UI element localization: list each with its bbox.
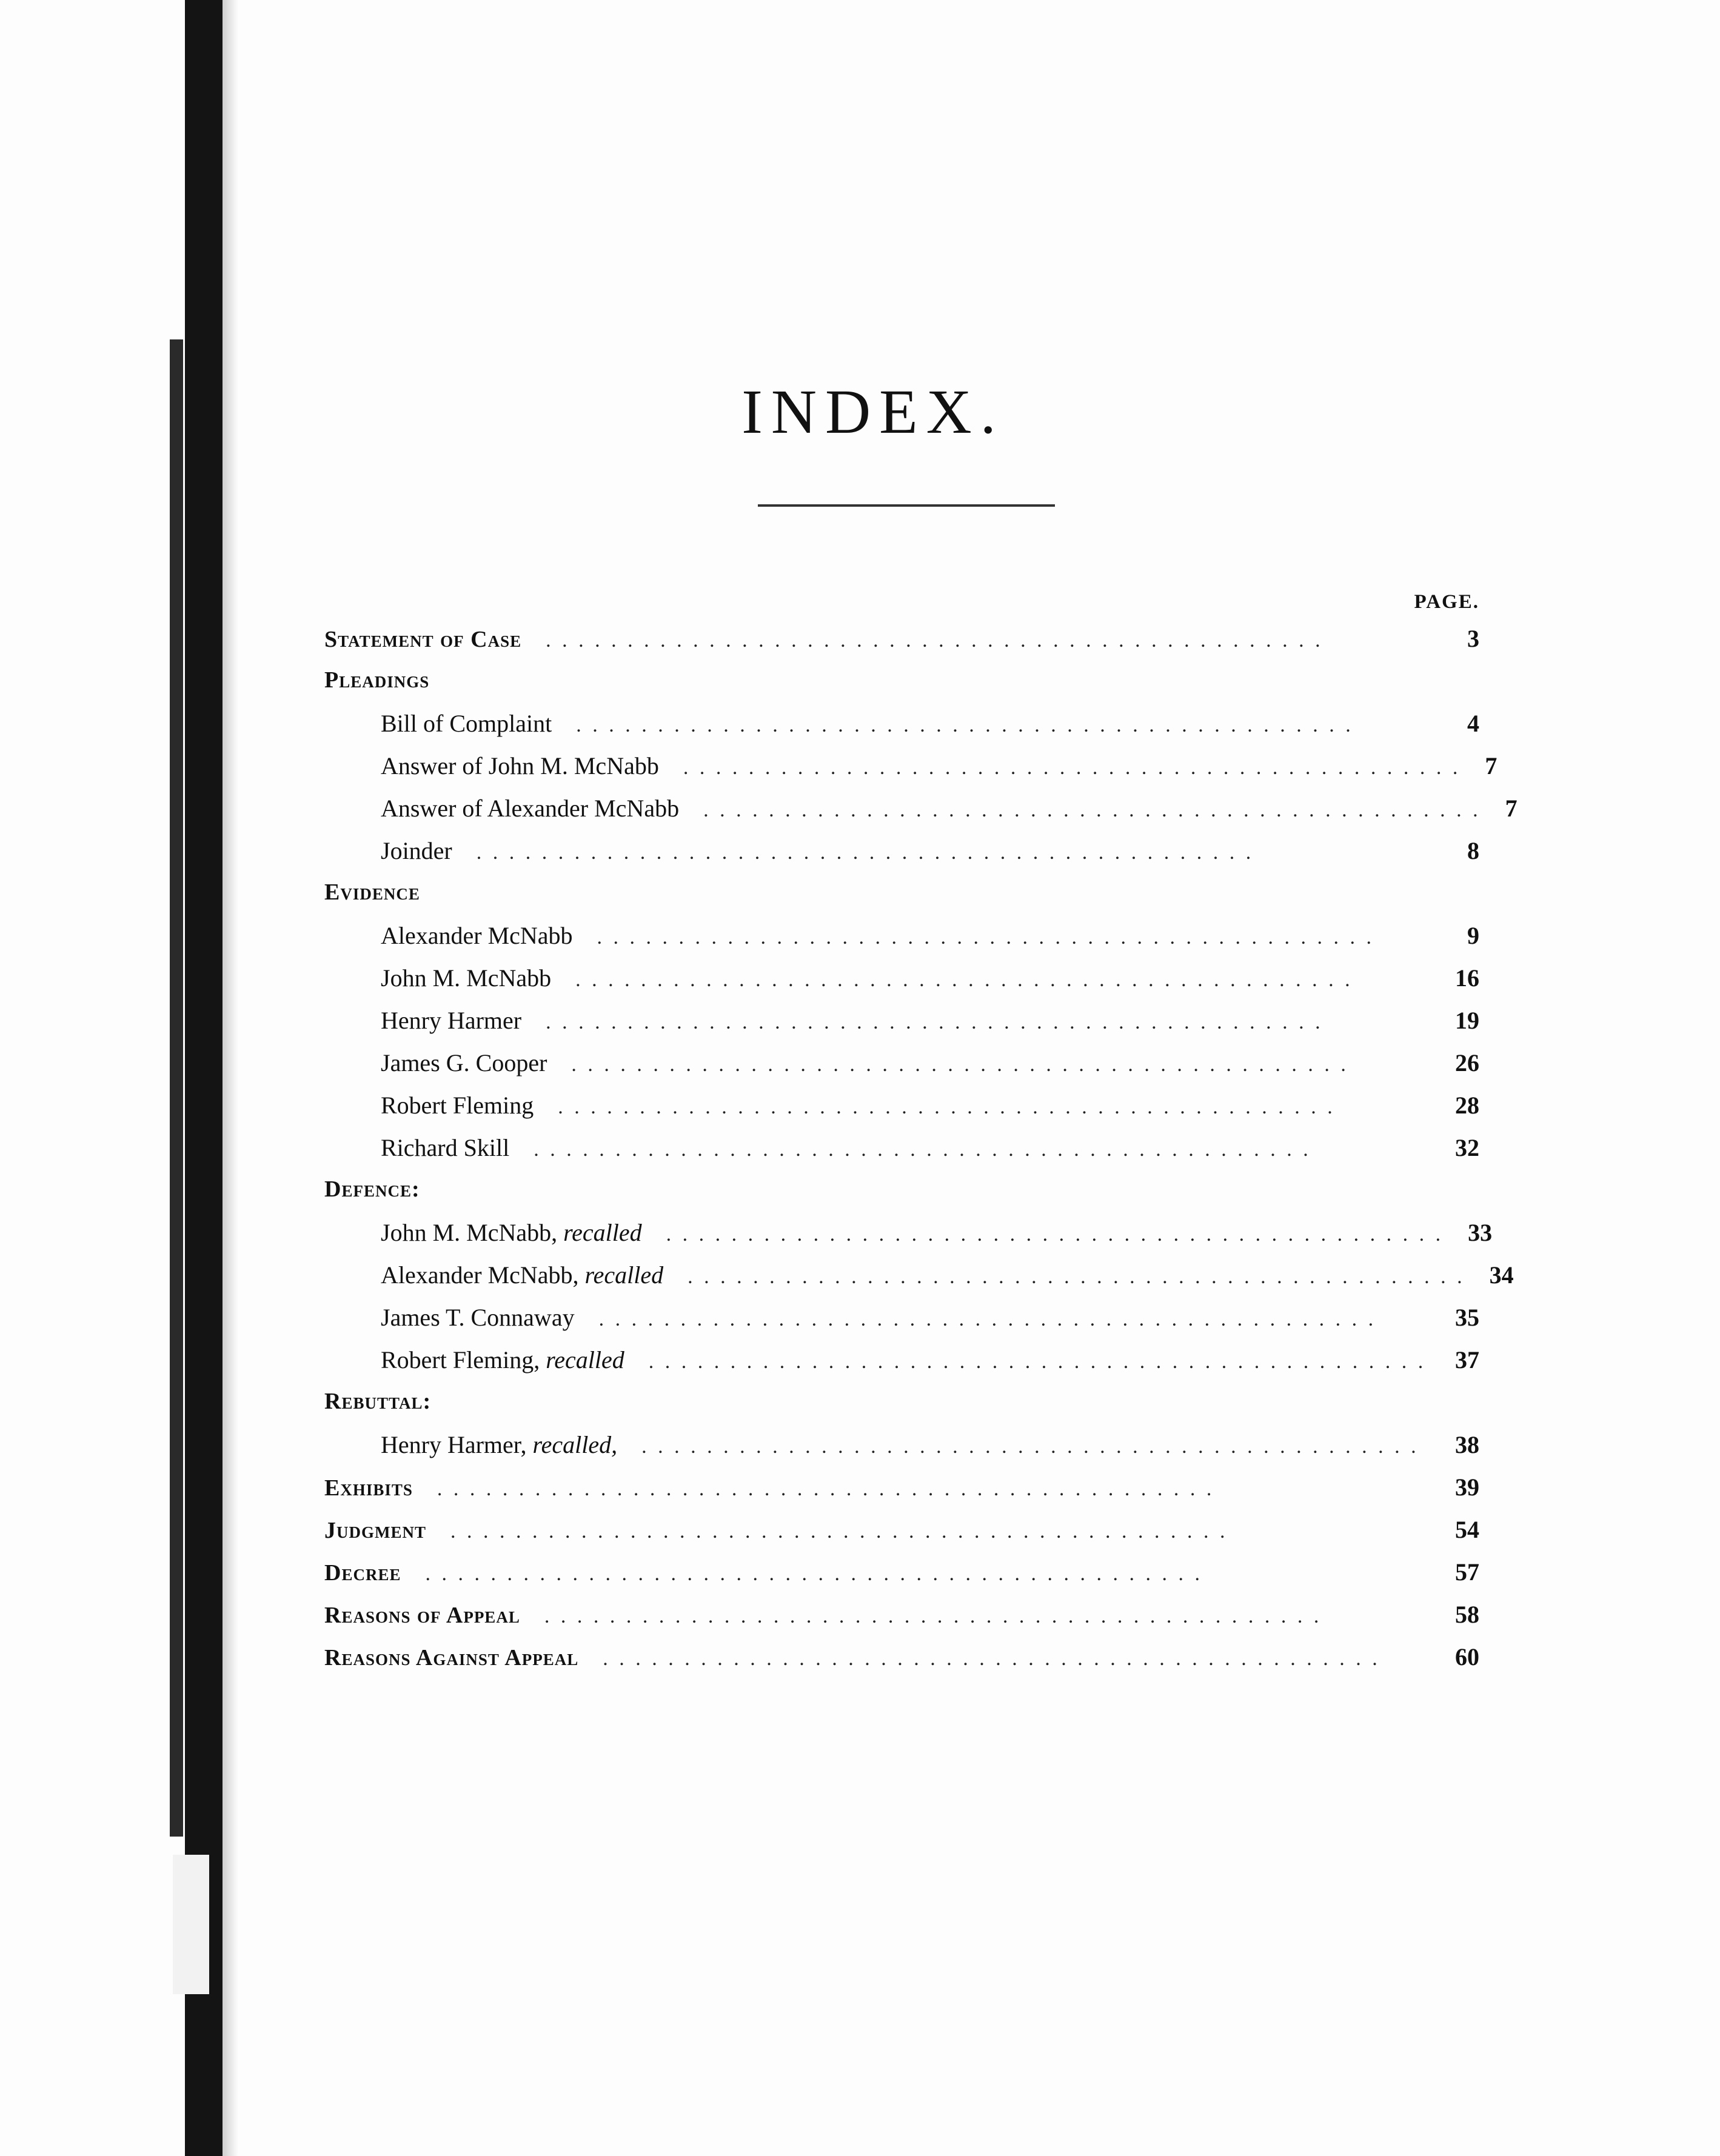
index-entry: [324, 1600, 1479, 1643]
entry-note: recalled: [546, 1346, 624, 1373]
dot-leader: . . . . . . . . . . . . . . . . . . . . . . . . . . . . . . . . . . . . . . . . . . . . . . . .: [571, 1053, 1349, 1076]
entry-page: 58: [1455, 1601, 1479, 1628]
dot-leader: . . . . . . . . . . . . . . . . . . . . . . . . . . . . . . . . . . . . . . . . . . . . . . . .: [546, 629, 1323, 652]
entry-label: Alexander McNabb: [381, 922, 573, 949]
entry-name: Henry Harmer,: [381, 1431, 527, 1458]
index-entry: [324, 1473, 1479, 1515]
index-entry: [324, 1218, 1493, 1261]
entry-page: 26: [1455, 1049, 1479, 1076]
entry-page: 28: [1455, 1092, 1479, 1119]
entry-note: recalled,: [532, 1431, 618, 1458]
entry-page: 3: [1467, 625, 1479, 652]
entry-page: 33: [1468, 1219, 1493, 1246]
entry-page: 35: [1455, 1304, 1479, 1331]
binding-shadow: [223, 0, 238, 2156]
entry-page: 32: [1455, 1134, 1479, 1161]
index-entry: [324, 836, 1479, 879]
entry-label: Statement of Case: [324, 627, 522, 652]
index-entry: [324, 1006, 1479, 1049]
dot-leader: . . . . . . . . . . . . . . . . . . . . . . . . . . . . . . . . . . . . . . . . . . . . . . . .: [558, 1096, 1336, 1118]
entry-label: [324, 1346, 624, 1374]
entry-label: Judgment: [324, 1518, 426, 1543]
entry-label: Henry Harmer: [381, 1007, 522, 1034]
entry-page: 37: [1455, 1346, 1479, 1373]
section-heading: [324, 879, 1479, 921]
section-heading: [324, 1388, 1479, 1430]
entry-label: [324, 1430, 617, 1459]
entry-page: 7: [1505, 795, 1518, 822]
entry-label: James T. Connaway: [381, 1304, 575, 1331]
index-list: [324, 624, 1518, 1685]
entry-label: Answer of Alexander McNabb: [381, 795, 680, 822]
entry-page: 19: [1455, 1007, 1479, 1034]
entry-page: 39: [1455, 1473, 1479, 1501]
index-entry: [324, 1558, 1479, 1600]
dot-leader: . . . . . . . . . . . . . . . . . . . . . . . . . . . . . . . . . . . . . . . . . . . . . . . .: [425, 1563, 1203, 1585]
index-entry: [324, 921, 1479, 964]
section-heading: [324, 1176, 1479, 1218]
entry-label: Richard Skill: [381, 1134, 510, 1161]
index-entry: [324, 794, 1518, 836]
dot-leader: . . . . . . . . . . . . . . . . . . . . . . . . . . . . . . . . . . . . . . . . . . . . . . . .: [648, 1350, 1427, 1373]
entry-label: Reasons Against Appeal: [324, 1645, 579, 1670]
dot-leader: . . . . . . . . . . . . . . . . . . . . . . . . . . . . . . . . . . . . . . . . . . . . . . . .: [683, 756, 1461, 779]
entry-name: John M. McNabb,: [381, 1219, 558, 1246]
dot-leader: . . . . . . . . . . . . . . . . . . . . . . . . . . . . . . . . . . . . . . . . . . . . . . . .: [450, 1520, 1228, 1543]
entry-label: James G. Cooper: [381, 1049, 547, 1076]
section-heading: [324, 667, 1479, 709]
index-entry: [324, 1133, 1479, 1176]
entry-page: 9: [1467, 922, 1479, 949]
entry-page: 4: [1467, 710, 1479, 737]
page-title: INDEX.: [741, 377, 1005, 447]
entry-label: Robert Fleming: [381, 1092, 534, 1119]
binding-spine: [185, 0, 223, 2156]
index-entry: [324, 1091, 1479, 1133]
entry-name: Robert Fleming,: [381, 1346, 540, 1373]
index-entry: [324, 964, 1479, 1006]
entry-page: 16: [1455, 964, 1479, 992]
index-entry: [324, 1430, 1479, 1473]
dot-leader: . . . . . . . . . . . . . . . . . . . . . . . . . . . . . . . . . . . . . . . . . . . . . . . .: [576, 714, 1354, 736]
dot-leader: . . . . . . . . . . . . . . . . . . . . . . . . . . . . . . . . . . . . . . . . . . . . . . . .: [688, 1266, 1465, 1288]
page-column-label: PAGE.: [1414, 591, 1479, 613]
index-entry: [324, 1261, 1514, 1303]
entry-page: 57: [1455, 1558, 1479, 1586]
title-rule: [758, 504, 1055, 507]
dot-leader: . . . . . . . . . . . . . . . . . . . . . . . . . . . . . . . . . . . . . . . . . . . . . . . .: [476, 841, 1254, 864]
entry-page: 38: [1455, 1431, 1479, 1458]
entry-note: recalled: [563, 1219, 642, 1246]
section-label: Rebuttal:: [324, 1389, 432, 1414]
entry-page: 7: [1485, 752, 1497, 779]
dot-leader: . . . . . . . . . . . . . . . . . . . . . . . . . . . . . . . . . . . . . . . . . . . . . . . .: [544, 1605, 1322, 1627]
entry-page: 54: [1455, 1516, 1479, 1543]
entry-label: Answer of John M. McNabb: [381, 752, 659, 779]
entry-label: Decree: [324, 1560, 401, 1586]
dot-leader: . . . . . . . . . . . . . . . . . . . . . . . . . . . . . . . . . . . . . . . . . . . . . . . .: [575, 969, 1353, 991]
entry-label: [324, 1261, 663, 1289]
index-entry: [324, 1515, 1479, 1558]
index-entry: [324, 1346, 1479, 1388]
dot-leader: . . . . . . . . . . . . . . . . . . . . . . . . . . . . . . . . . . . . . . . . . . . . . . . .: [603, 1647, 1380, 1670]
dot-leader: . . . . . . . . . . . . . . . . . . . . . . . . . . . . . . . . . . . . . . . . . . . . . . . .: [598, 1308, 1377, 1330]
entry-label: Reasons of Appeal: [324, 1603, 520, 1628]
dot-leader: . . . . . . . . . . . . . . . . . . . . . . . . . . . . . . . . . . . . . . . . . . . . . . . .: [597, 926, 1375, 949]
entry-page: 60: [1455, 1643, 1479, 1670]
index-entry: [324, 1643, 1479, 1685]
dot-leader: . . . . . . . . . . . . . . . . . . . . . . . . . . . . . . . . . . . . . . . . . . . . . . . .: [703, 799, 1481, 821]
dot-leader: . . . . . . . . . . . . . . . . . . . . . . . . . . . . . . . . . . . . . . . . . . . . . . . .: [546, 1011, 1323, 1033]
dot-leader: . . . . . . . . . . . . . . . . . . . . . . . . . . . . . . . . . . . . . . . . . . . . . . . .: [437, 1478, 1215, 1500]
entry-label: Joinder: [381, 837, 452, 864]
section-label: Evidence: [324, 879, 420, 905]
dot-leader: . . . . . . . . . . . . . . . . . . . . . . . . . . . . . . . . . . . . . . . . . . . . . . . .: [641, 1435, 1419, 1458]
index-entry: [324, 709, 1479, 752]
index-entry: [324, 1049, 1479, 1091]
entry-name: Alexander McNabb,: [381, 1261, 579, 1289]
entry-label: [324, 1218, 642, 1247]
entry-page: 8: [1467, 837, 1479, 864]
entry-label: Bill of Complaint: [381, 710, 552, 737]
dot-leader: . . . . . . . . . . . . . . . . . . . . . . . . . . . . . . . . . . . . . . . . . . . . . . . .: [666, 1223, 1444, 1246]
entry-label: Exhibits: [324, 1475, 413, 1501]
index-entry: [324, 624, 1479, 667]
index-entry: [324, 752, 1497, 794]
section-label: Pleadings: [324, 667, 430, 693]
index-entry: [324, 1303, 1479, 1346]
entry-note: recalled: [584, 1261, 664, 1289]
section-label: Defence:: [324, 1176, 420, 1202]
binding-gap: [173, 1855, 209, 1994]
dot-leader: . . . . . . . . . . . . . . . . . . . . . . . . . . . . . . . . . . . . . . . . . . . . . . . .: [534, 1138, 1311, 1161]
entry-label: John M. McNabb: [381, 964, 552, 992]
binding-edge: [170, 339, 183, 1837]
entry-page: 34: [1489, 1261, 1514, 1289]
